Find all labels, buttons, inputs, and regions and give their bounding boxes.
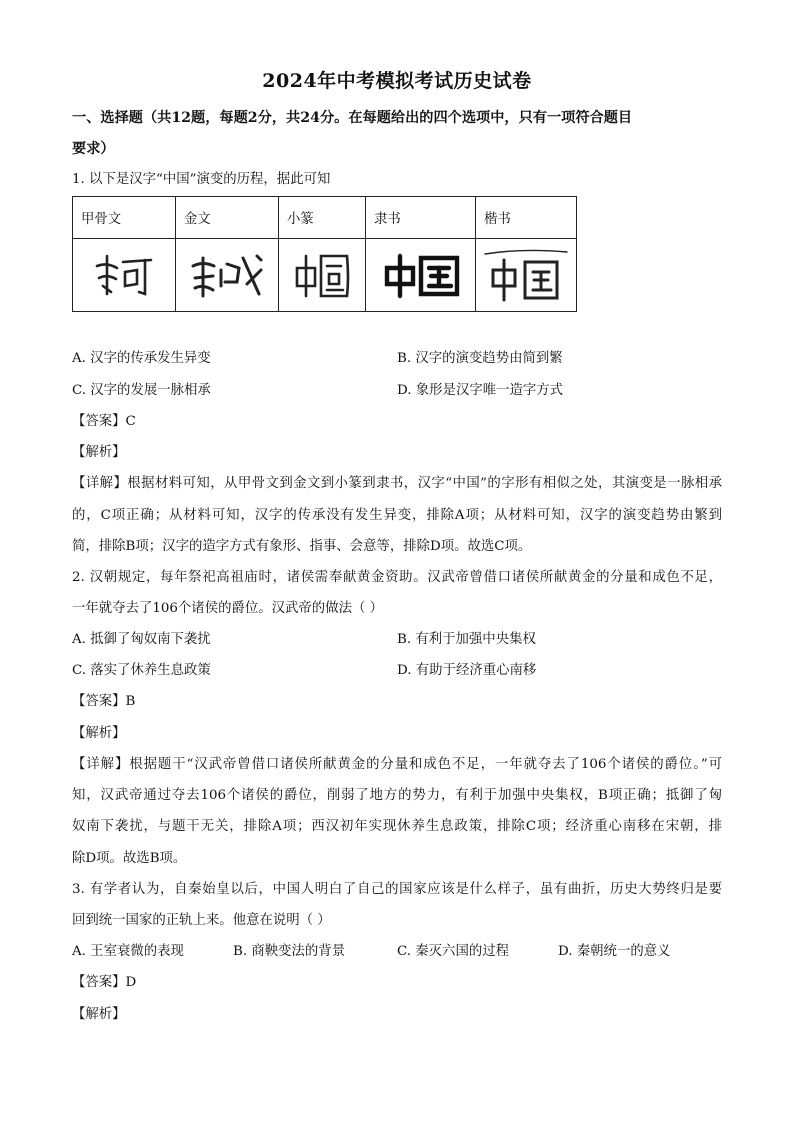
glyph-cell-jiaguwen: [73, 239, 176, 312]
jinwen-glyph-image: [187, 248, 267, 302]
glyph-cell-kaishu: [476, 239, 577, 312]
q1-detail-line2: 的，C项正确；从材料可知，汉字的传承没有发生异变，排除A项；从材料可知，汉字的演变趋势由繁到: [72, 508, 722, 523]
q2-analysis-label: 【解析】: [72, 726, 126, 741]
q1-option-d[interactable]: D. 象形是汉字唯一造字方式: [397, 383, 564, 398]
kaishu-glyph-image: [483, 246, 569, 304]
xiaozhuan-glyph-image: [291, 248, 353, 302]
q2-answer: 【答案】B: [72, 694, 136, 709]
q1-option-a[interactable]: A. 汉字的传承发生异变: [72, 351, 211, 366]
q3-analysis-label: 【解析】: [72, 1007, 126, 1022]
q1-analysis-label: 【解析】: [72, 445, 126, 460]
q2-stem-line1: 2. 汉朝规定，每年祭祀高祖庙时，诸侯需奉献黄金资助。汉武帝曾借口诸侯所献黄金的分量和成色不足，: [72, 570, 722, 585]
evolution-table: [72, 196, 577, 312]
q3-option-b[interactable]: B. 商鞅变法的背景: [233, 944, 346, 959]
q2-detail-line4: 除D项。故选B项。: [72, 851, 187, 866]
glyph-cell-jinwen: [176, 239, 279, 312]
header-lishu: 隶书: [366, 197, 476, 239]
q2-option-c[interactable]: C. 落实了休养生息政策: [72, 663, 211, 678]
q1-option-c[interactable]: C. 汉字的发展一脉相承: [72, 383, 211, 398]
q2-detail-line1: 【详解】根据题干“汉武帝曾借口诸侯所献黄金的分量和成色不足，一年就夺去了106个诸侯的爵位。”可: [72, 757, 722, 772]
q3-stem-line2: 回到统一国家的正轨上来。他意在说明（ ）: [72, 913, 331, 928]
q3-option-c[interactable]: C. 秦灭六国的过程: [397, 944, 510, 959]
q3-answer: 【答案】D: [72, 975, 137, 990]
q3-option-d[interactable]: D. 秦朝统一的意义: [558, 944, 671, 959]
section-heading-line2: 要求）: [72, 141, 115, 157]
q1-detail-line1: 【详解】根据材料可知，从甲骨文到金文到小篆到隶书，汉字“中国”的字形有相似之处，其演变是一脉相承: [72, 476, 722, 491]
q1-stem: 1. 以下是汉字“中国”演变的历程，据此可知: [72, 172, 331, 187]
q1-detail-line3: 简，排除B项；汉字的造字方式有象形、指事、会意等，排除D项。故选C项。: [72, 539, 532, 554]
q2-detail-line3: 奴南下袭扰，与题干无关，排除A项；西汉初年实现休养生息政策，排除C项；经济重心南移在宋朝，排: [72, 819, 722, 834]
q2-detail-line2: 知，汉武帝通过夺去106个诸侯的爵位，削弱了地方的势力，有利于加强中央集权，B项正确；抵御了匈: [72, 788, 722, 803]
q2-stem-line2: 一年就夺去了106个诸侯的爵位。汉武帝的做法（ ）: [72, 601, 384, 616]
header-jinwen: 金文: [176, 197, 279, 239]
section-heading-line1: 一、选择题（共12题，每题2分，共24分。在每题给出的四个选项中，只有一项符合题目: [72, 110, 633, 126]
header-xiaozhuan: 小篆: [279, 197, 366, 239]
lishu-glyph-image: [379, 248, 463, 302]
glyph-cell-lishu: [366, 239, 476, 312]
q3-stem-line1: 3. 有学者认为，自秦始皇以后，中国人明白了自己的国家应该是什么样子，虽有曲折，历史大势终归是要: [72, 882, 722, 897]
header-kaishu: 楷书: [476, 197, 577, 239]
q1-answer: 【答案】C: [72, 414, 136, 429]
page-title: 2024年中考模拟考试历史试卷: [262, 70, 532, 92]
q3-option-a[interactable]: A. 王室衰微的表现: [72, 944, 184, 959]
header-jiaguwen: 甲骨文: [73, 197, 176, 239]
q1-option-b[interactable]: B. 汉字的演变趋势由简到繁: [397, 351, 563, 366]
q2-option-b[interactable]: B. 有利于加强中央集权: [397, 632, 536, 647]
glyph-cell-xiaozhuan: [279, 239, 366, 312]
jiaguwen-glyph-image: [89, 248, 159, 302]
q2-option-d[interactable]: D. 有助于经济重心南移: [397, 663, 537, 678]
q2-option-a[interactable]: A. 抵御了匈奴南下袭扰: [72, 632, 211, 647]
